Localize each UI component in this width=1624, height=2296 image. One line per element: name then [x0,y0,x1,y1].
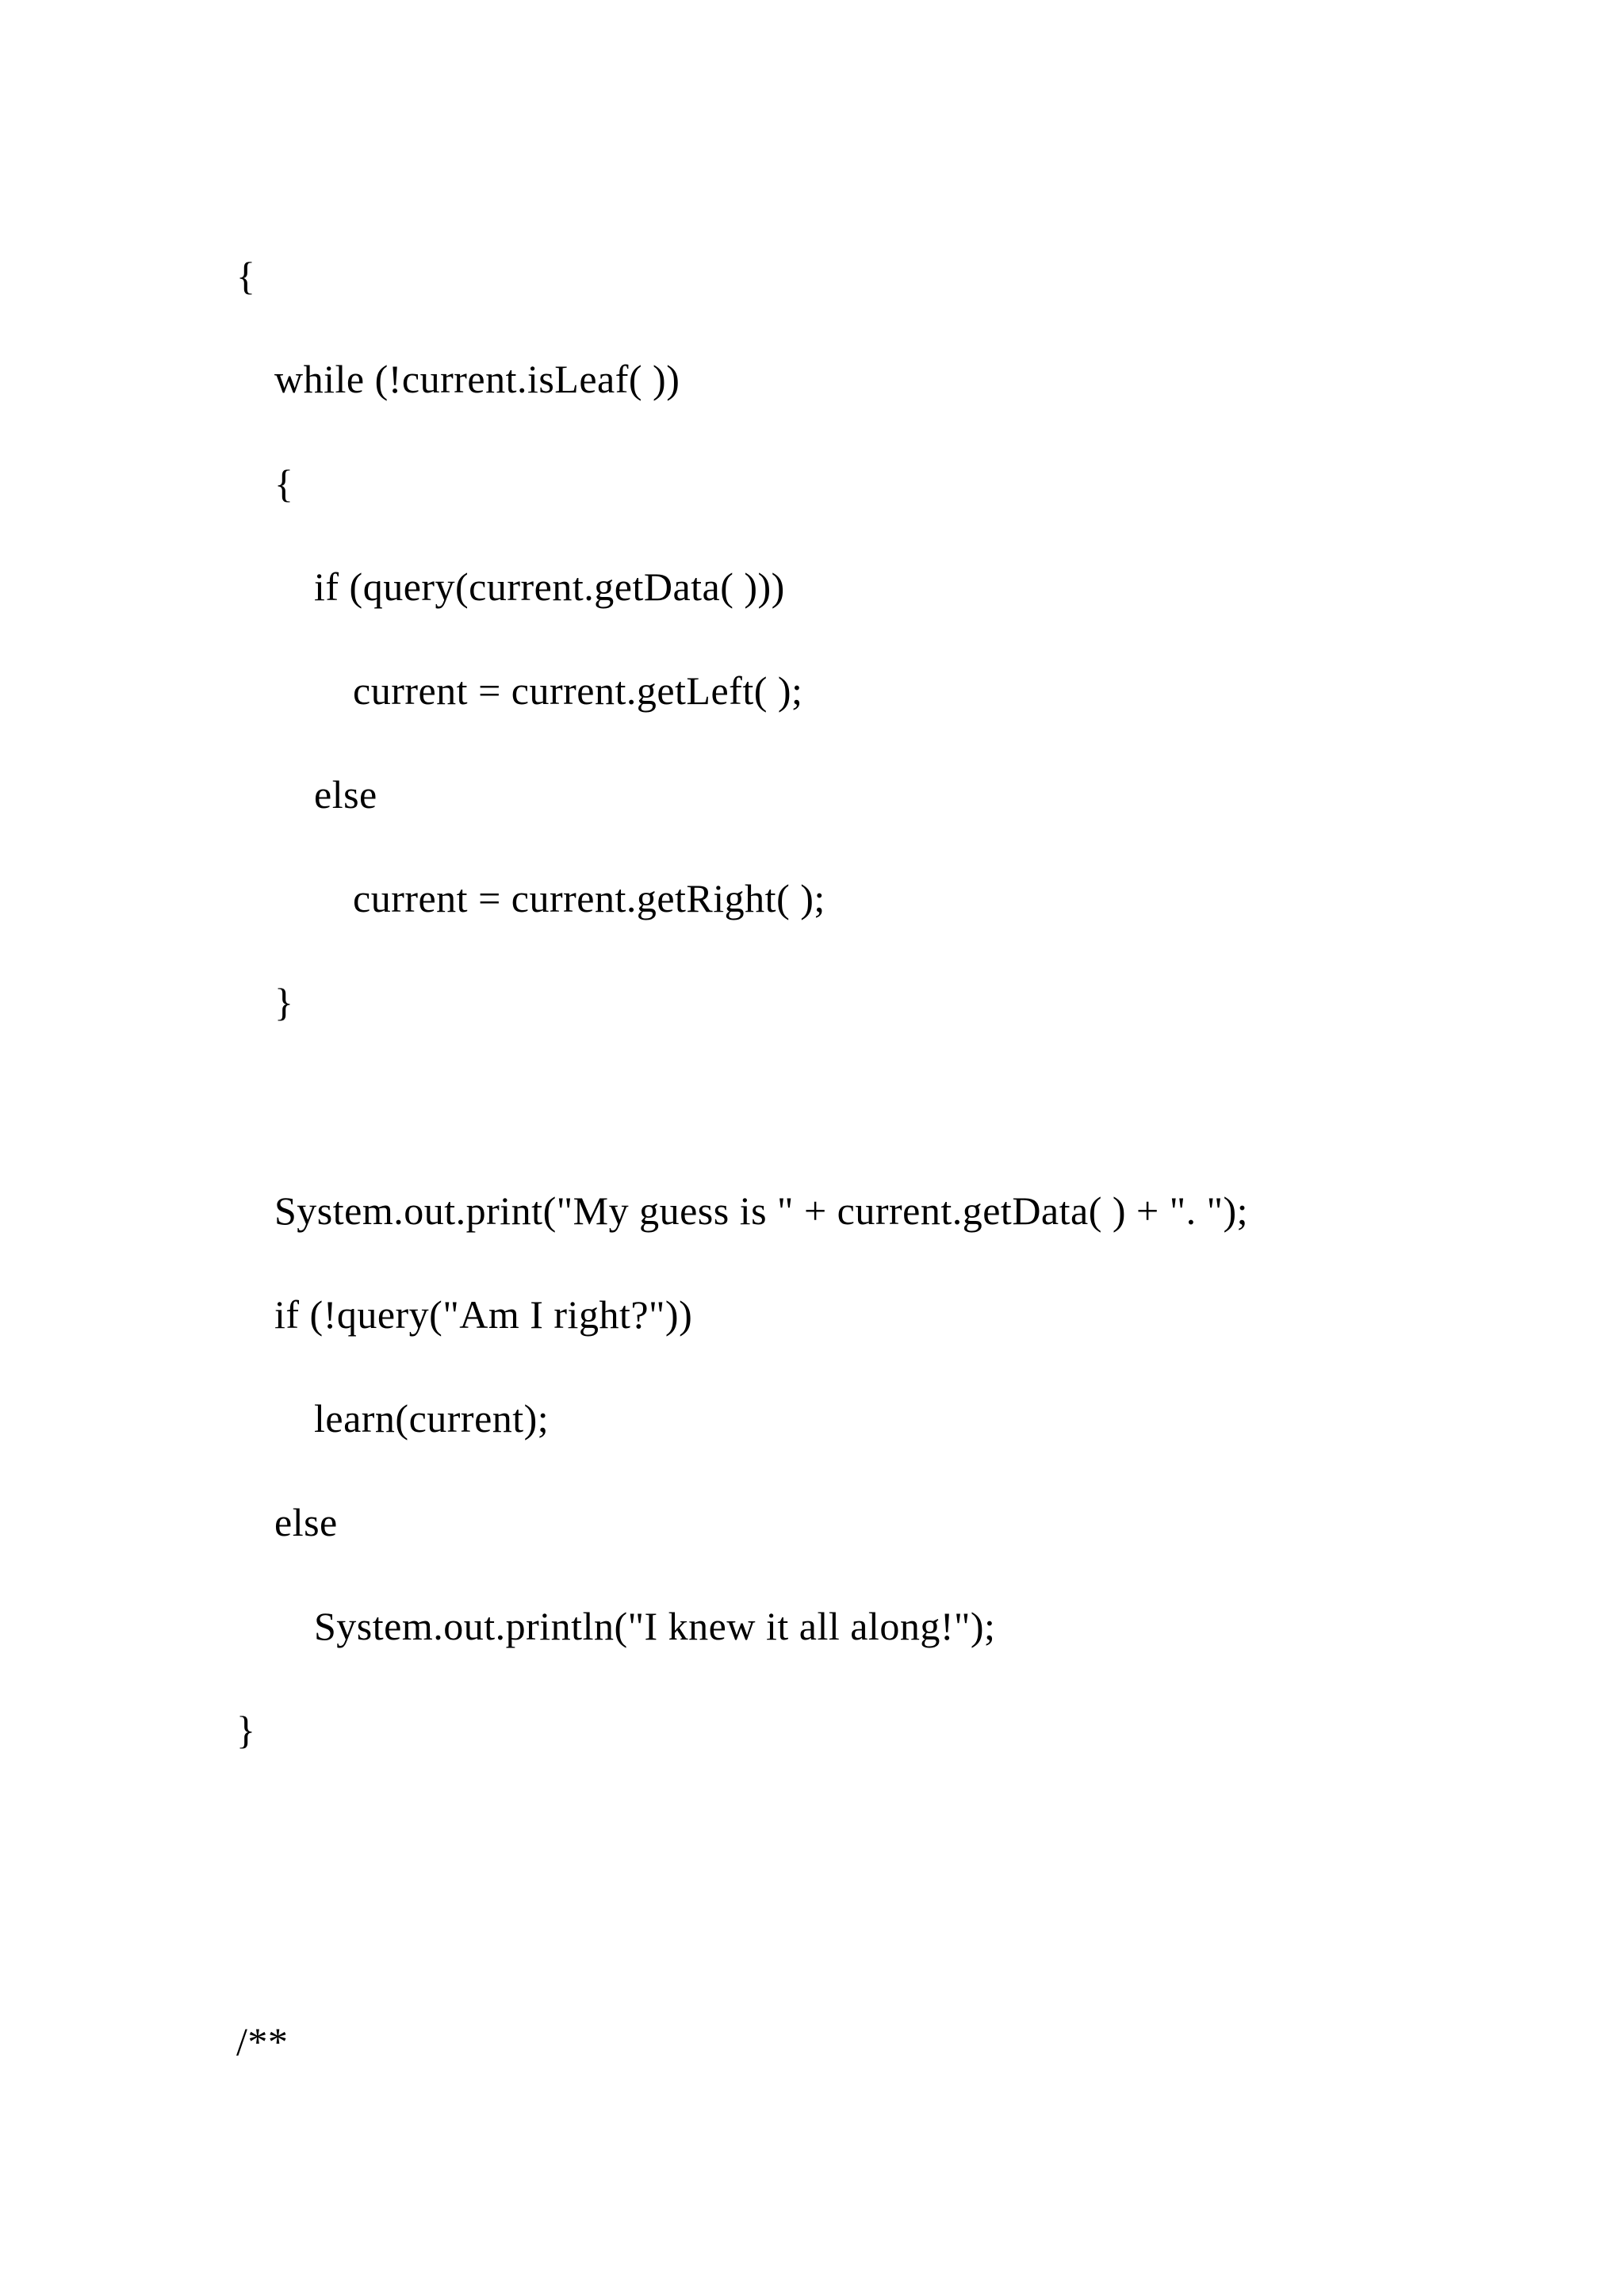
code-line-learn: learn(current); [314,1396,550,1441]
code-line-get-left: current = current.getLeft( ); [353,668,803,713]
code-line-comment-start: /** [236,2019,289,2064]
code-line-println: System.out.println("I knew it all along!"); [314,1604,996,1648]
code-line-open-brace: { [236,254,256,298]
code-line-else-outer: else [274,1500,338,1544]
code-line-close-brace-inner: } [274,980,294,1024]
code-line-get-right: current = current.getRight( ); [353,876,825,920]
code-line-if-not-right: if (!query("Am I right?")) [274,1292,693,1337]
code-line-while: while (!current.isLeaf( )) [274,357,680,401]
code-line-else-inner: else [314,772,377,817]
code-line-open-brace-inner: { [274,461,294,506]
code-line-if-query: if (query(current.getData( ))) [314,564,785,609]
code-line-close-brace: } [236,1708,256,1752]
code-line-print-guess: System.out.print("My guess is " + current.getData( ) + ". "); [274,1188,1249,1233]
